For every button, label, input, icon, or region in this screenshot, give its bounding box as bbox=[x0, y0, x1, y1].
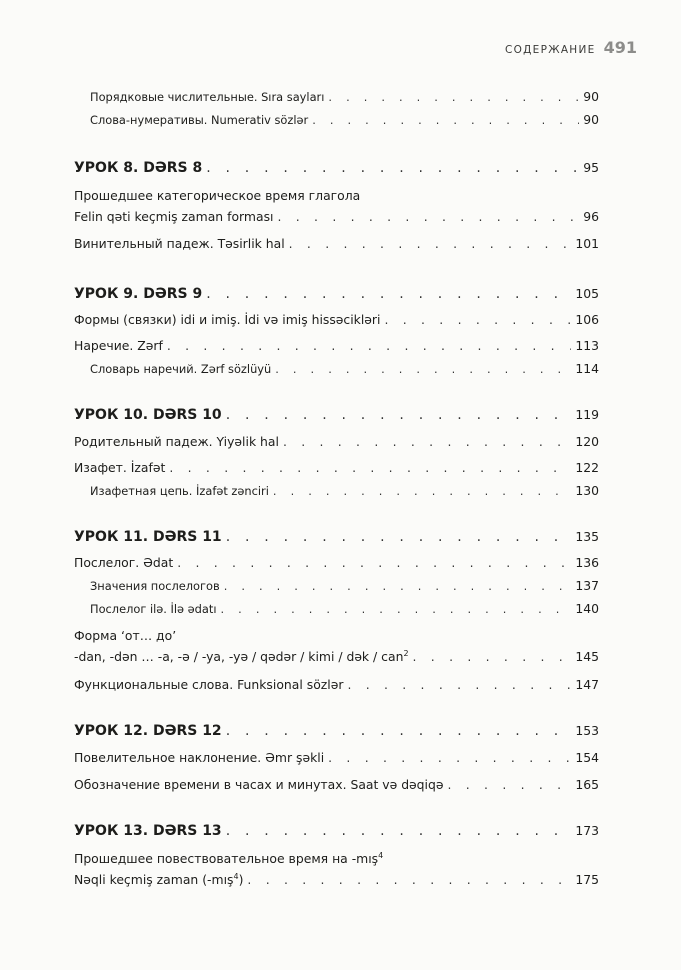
toc-entry-page: 130 bbox=[575, 483, 599, 498]
toc-entry[interactable] bbox=[90, 358, 599, 380]
lesson-title: УРОК 13. DƏRS 13 bbox=[74, 823, 222, 839]
toc-entry[interactable] bbox=[74, 309, 599, 330]
toc-leader-dots bbox=[273, 481, 571, 502]
toc-entry-label: Винительный падеж. Təsirlik hal bbox=[74, 236, 285, 251]
toc-leader-dots bbox=[177, 552, 571, 573]
toc-entry-label: Повелительное наклонение. Əmr şəkli bbox=[74, 750, 325, 765]
toc-entry-label: Функциональные слова. Funksional sözlər bbox=[74, 677, 344, 692]
toc-entry[interactable] bbox=[90, 480, 599, 502]
toc-entry-label-line1: Прошедшее категорическое время глагола bbox=[74, 188, 361, 203]
toc-entry-label: Словарь наречий. Zərf sözlüyü bbox=[90, 362, 272, 376]
toc-entry[interactable] bbox=[74, 848, 599, 890]
toc-entry-label-text: Nəqli keçmiş zaman (-mış bbox=[74, 872, 234, 887]
toc-entry-page: 140 bbox=[575, 601, 599, 616]
toc-entry[interactable] bbox=[90, 575, 599, 597]
toc-leader-dots bbox=[413, 646, 572, 667]
toc-entry[interactable] bbox=[74, 747, 599, 768]
toc-entry-label bbox=[74, 869, 243, 890]
toc-leader-dots bbox=[221, 599, 572, 620]
toc-leader-dots bbox=[206, 158, 579, 179]
toc-entry-page: 145 bbox=[575, 649, 599, 664]
toc-lesson-heading[interactable] bbox=[74, 720, 599, 742]
toc-leader-dots bbox=[328, 87, 579, 108]
toc-entry-label: Обозначение времени в часах и минутах. Saat və dəqiqə bbox=[74, 777, 444, 792]
toc-leader-dots bbox=[226, 405, 572, 426]
toc-leader-dots bbox=[226, 721, 572, 742]
toc-leader-dots bbox=[224, 576, 572, 597]
toc-entry[interactable] bbox=[74, 457, 599, 478]
toc-entry-page: 137 bbox=[575, 578, 599, 593]
footnote-marker: 4 bbox=[233, 871, 239, 881]
toc-entry-page: 96 bbox=[583, 209, 599, 224]
toc-entry-page: 147 bbox=[575, 677, 599, 692]
toc-leader-dots bbox=[247, 869, 571, 890]
toc-entry-page: 122 bbox=[575, 460, 599, 475]
toc-lesson-heading[interactable] bbox=[74, 820, 599, 842]
toc-entry-page: 113 bbox=[575, 338, 599, 353]
toc-lesson-heading[interactable] bbox=[74, 526, 599, 548]
toc-entry-label: Порядковые числительные. Sıra sayları bbox=[90, 90, 325, 104]
toc-entry-label-line1: Форма ‘от… до’ bbox=[74, 628, 177, 643]
toc-entry[interactable] bbox=[74, 625, 599, 667]
toc-leader-dots bbox=[226, 821, 572, 842]
toc-entry-label: Послелог ilə. İlə ədatı bbox=[90, 602, 217, 616]
toc-entry[interactable] bbox=[74, 431, 599, 452]
toc-entry-label-suffix: ) bbox=[238, 872, 244, 887]
toc-leader-dots bbox=[347, 674, 571, 695]
toc-entry-label-line1-text: Прошедшее повествовательное время на -mış bbox=[74, 851, 379, 866]
toc-entry-label: Послелог. Ədat bbox=[74, 555, 174, 570]
toc-entry-page: 135 bbox=[575, 529, 599, 544]
toc-lesson-heading[interactable] bbox=[74, 283, 599, 305]
toc-leader-dots bbox=[206, 284, 571, 305]
toc-entry-label: Изафет. İzafət bbox=[74, 460, 166, 475]
toc-leader-dots bbox=[283, 431, 571, 452]
lesson-title: УРОК 10. DƏRS 10 bbox=[74, 407, 222, 423]
toc-leader-dots bbox=[289, 233, 572, 254]
toc-entry-label-text: -dan, -dən … -a, -ə / -ya, -yə / qədər / kimi / dək / can bbox=[74, 649, 404, 664]
toc-entry-page: 175 bbox=[575, 872, 599, 887]
toc-entry[interactable] bbox=[74, 674, 599, 695]
toc-leader-dots bbox=[277, 206, 579, 227]
toc-entry[interactable] bbox=[74, 552, 599, 573]
toc-leader-dots bbox=[169, 457, 571, 478]
toc-entry-label: Изафетная цепь. İzafət zənciri bbox=[90, 484, 269, 498]
toc-leader-dots bbox=[312, 110, 579, 131]
toc-entry[interactable] bbox=[74, 774, 599, 795]
toc-leader-dots bbox=[447, 774, 571, 795]
toc-lesson-heading[interactable] bbox=[74, 157, 599, 179]
toc-leader-dots bbox=[167, 335, 572, 356]
toc-leader-dots bbox=[226, 527, 572, 548]
toc-entry-page: 136 bbox=[575, 555, 599, 570]
toc-entry-label bbox=[74, 646, 409, 667]
toc-entry[interactable] bbox=[90, 109, 599, 131]
toc-entry-page: 105 bbox=[575, 286, 599, 301]
header-title: СОДЕРЖАНИЕ bbox=[504, 44, 596, 56]
toc-entry-page: 165 bbox=[575, 777, 599, 792]
toc-entry-label: Формы (связки) idi и imiş. İdi və imiş hissəcikləri bbox=[74, 312, 381, 327]
toc-entry-page: 154 bbox=[575, 750, 599, 765]
toc-entry-page: 153 bbox=[575, 723, 599, 738]
toc-entry-page: 173 bbox=[575, 823, 599, 838]
toc-entry[interactable] bbox=[74, 185, 599, 227]
toc-entry-page: 106 bbox=[575, 312, 599, 327]
toc-leader-dots bbox=[328, 747, 571, 768]
toc-entry-page: 114 bbox=[575, 361, 599, 376]
footnote-marker: 4 bbox=[378, 850, 384, 860]
toc-leader-dots bbox=[384, 309, 571, 330]
toc-entry[interactable] bbox=[74, 335, 599, 356]
toc-lesson-heading[interactable] bbox=[74, 404, 599, 426]
running-header bbox=[505, 38, 637, 57]
lesson-title: УРОК 9. DƏRS 9 bbox=[74, 286, 203, 302]
toc-entry-label: Значения послелогов bbox=[90, 579, 220, 593]
toc-entry-page: 120 bbox=[575, 434, 599, 449]
footnote-marker: 2 bbox=[403, 648, 409, 658]
toc-entry-label: Наречие. Zərf bbox=[74, 338, 163, 353]
toc-entry-page: 90 bbox=[583, 112, 599, 127]
toc-entry[interactable] bbox=[90, 598, 599, 620]
toc-entry-label: Родительный падеж. Yiyəlik hal bbox=[74, 434, 279, 449]
toc-entry-label: Felin qəti keçmiş zaman forması bbox=[74, 209, 274, 224]
toc-entry-page: 119 bbox=[575, 407, 599, 422]
toc-entry-page: 95 bbox=[583, 160, 599, 175]
lesson-title: УРОК 8. DƏRS 8 bbox=[74, 160, 203, 176]
lesson-title: УРОК 12. DƏRS 12 bbox=[74, 723, 222, 739]
toc-entry-label-line1 bbox=[74, 848, 599, 869]
toc-entry[interactable] bbox=[74, 233, 599, 254]
toc-entry-page: 101 bbox=[575, 236, 599, 251]
header-page-number: 491 bbox=[603, 38, 637, 57]
toc-entry-page: 90 bbox=[583, 89, 599, 104]
toc-leader-dots bbox=[275, 359, 571, 380]
toc-entry-label: Слова-нумеративы. Numerativ sözlər bbox=[90, 113, 309, 127]
toc-entry[interactable] bbox=[90, 86, 599, 108]
lesson-title: УРОК 11. DƏRS 11 bbox=[74, 529, 222, 545]
